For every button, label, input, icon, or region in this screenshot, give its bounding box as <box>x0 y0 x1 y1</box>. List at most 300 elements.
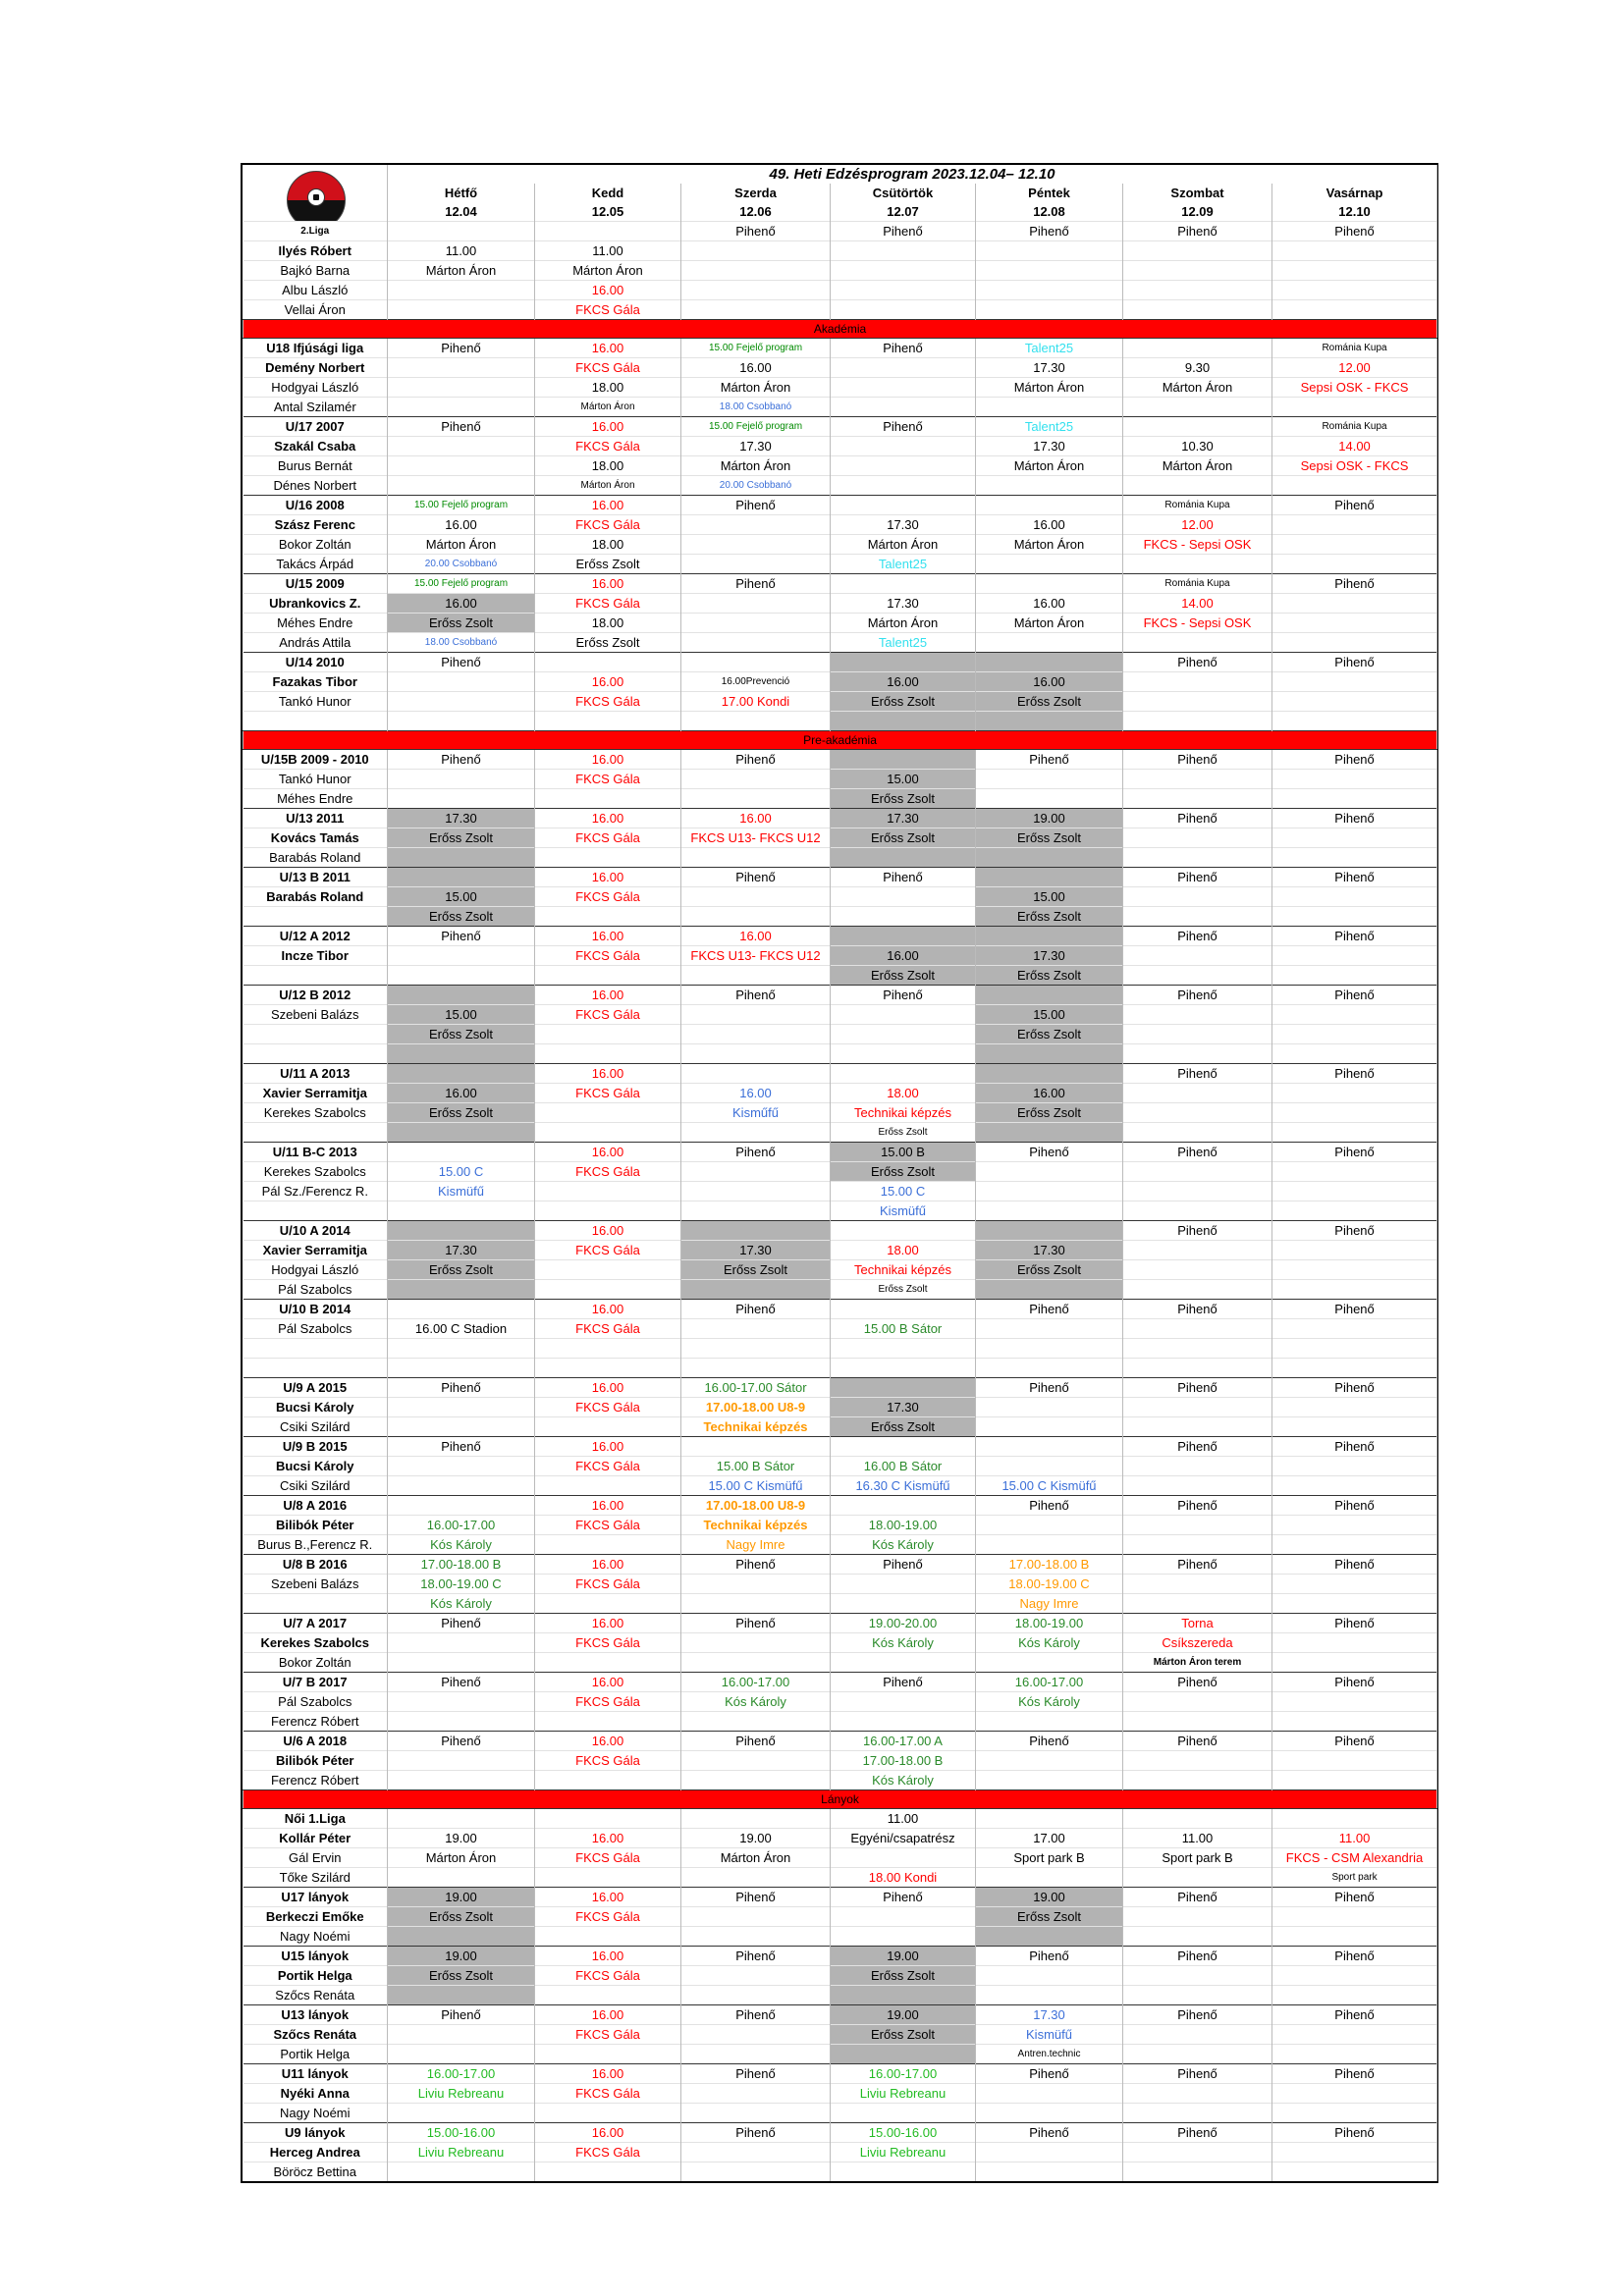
schedule-cell: Erőss Zsolt <box>831 1417 976 1437</box>
schedule-row <box>243 692 1437 712</box>
schedule-cell: 18.00-19.00 C <box>388 1575 535 1594</box>
group-label-cell: Szász Ferenc <box>243 515 388 535</box>
schedule-cell: 19.00 <box>388 1947 535 1966</box>
schedule-cell <box>681 1594 831 1614</box>
schedule-cell: Pihenő <box>831 868 976 887</box>
schedule-cell <box>1123 1123 1272 1143</box>
schedule-cell: Pihenő <box>388 417 535 437</box>
schedule-cell: Pihenő <box>1123 1888 1272 1907</box>
schedule-cell <box>831 1339 976 1359</box>
schedule-cell <box>681 1986 831 2005</box>
schedule-cell <box>1272 1809 1437 1829</box>
group-label-cell: U/12 B 2012 <box>243 986 388 1005</box>
schedule-cell <box>681 2104 831 2123</box>
schedule-cell: Erőss Zsolt <box>388 1025 535 1044</box>
schedule-cell <box>1272 692 1437 712</box>
schedule-cell <box>535 1280 681 1300</box>
schedule-cell <box>831 2104 976 2123</box>
schedule-cell: Erőss Zsolt <box>831 1280 976 1300</box>
schedule-cell: Márton Áron <box>535 261 681 281</box>
schedule-cell: 15.00 B <box>831 1143 976 1162</box>
schedule-cell <box>681 1319 831 1339</box>
group-label-cell: Ubrankovics Z. <box>243 594 388 614</box>
schedule-cell: Pihenő <box>388 1614 535 1633</box>
schedule-cell <box>831 476 976 496</box>
schedule-cell <box>831 1653 976 1673</box>
schedule-cell <box>681 1751 831 1771</box>
schedule-cell <box>1272 828 1437 848</box>
schedule-cell <box>681 1712 831 1732</box>
schedule-cell <box>831 653 976 672</box>
schedule-row <box>243 672 1437 692</box>
schedule-cell <box>1123 1182 1272 1201</box>
schedule-cell <box>1272 398 1437 417</box>
schedule-cell <box>535 1535 681 1555</box>
group-label-cell: Szakál Csaba <box>243 437 388 456</box>
schedule-cell: 16.00 <box>535 339 681 358</box>
schedule-cell: FKCS Gála <box>535 887 681 907</box>
schedule-cell <box>1272 555 1437 574</box>
schedule-cell: 14.00 <box>1123 594 1272 614</box>
schedule-cell: Márton Áron <box>388 261 535 281</box>
group-label-cell: 2.Liga <box>243 222 388 241</box>
group-label-cell <box>243 1359 388 1378</box>
schedule-row <box>243 828 1437 848</box>
schedule-row <box>243 1417 1437 1437</box>
schedule-cell <box>388 712 535 731</box>
schedule-cell <box>1272 770 1437 789</box>
schedule-cell: Technikai képzés <box>831 1103 976 1123</box>
schedule-row <box>243 1241 1437 1260</box>
group-label-cell: Böröcz Bettina <box>243 2163 388 2182</box>
schedule-cell: Pihenő <box>1272 1888 1437 1907</box>
schedule-cell <box>831 1986 976 2005</box>
schedule-cell <box>681 261 831 281</box>
schedule-cell: Pihenő <box>1123 653 1272 672</box>
schedule-cell <box>1123 770 1272 789</box>
schedule-cell <box>681 848 831 868</box>
schedule-cell: Pihenő <box>388 2005 535 2025</box>
schedule-cell: FKCS - CSM Alexandria <box>1272 1848 1437 1868</box>
schedule-cell: Pihenő <box>681 868 831 887</box>
schedule-cell <box>681 1653 831 1673</box>
schedule-cell: FKCS Gála <box>535 1241 681 1260</box>
group-label-cell: Tankó Hunor <box>243 692 388 712</box>
schedule-cell: Pihenő <box>1272 653 1437 672</box>
schedule-cell <box>681 1025 831 1044</box>
schedule-cell <box>1272 1260 1437 1280</box>
schedule-row <box>243 1927 1437 1947</box>
schedule-cell: 16.00-17.00 A <box>831 1732 976 1751</box>
schedule-cell: Pihenő <box>1272 1378 1437 1398</box>
schedule-cell <box>535 1986 681 2005</box>
schedule-row <box>243 2084 1437 2104</box>
schedule-row <box>243 946 1437 966</box>
day-name: Vasárnap <box>1272 184 1437 202</box>
schedule-row <box>243 1025 1437 1044</box>
schedule-cell: 15.00 C Kismüfű <box>681 1476 831 1496</box>
schedule-cell: 19.00 <box>681 1829 831 1848</box>
schedule-cell <box>1123 1516 1272 1535</box>
schedule-cell <box>535 1771 681 1790</box>
schedule-cell: Pihenő <box>1123 927 1272 946</box>
schedule-cell: Pihenő <box>681 750 831 770</box>
schedule-cell: Erőss Zsolt <box>831 1966 976 1986</box>
schedule-cell: FKCS Gála <box>535 692 681 712</box>
schedule-row <box>243 1614 1437 1633</box>
schedule-cell: Pihenő <box>388 927 535 946</box>
schedule-cell <box>1272 1280 1437 1300</box>
schedule-cell: Erőss Zsolt <box>388 614 535 633</box>
schedule-row <box>243 1633 1437 1653</box>
schedule-cell: FKCS Gála <box>535 1516 681 1535</box>
schedule-cell <box>681 1868 831 1888</box>
schedule-cell: 15.00 <box>831 770 976 789</box>
schedule-cell <box>1123 476 1272 496</box>
schedule-cell: Márton Áron <box>976 614 1123 633</box>
schedule-row <box>243 2104 1437 2123</box>
schedule-cell <box>535 1594 681 1614</box>
schedule-cell <box>1272 887 1437 907</box>
schedule-cell <box>1123 887 1272 907</box>
schedule-cell <box>1123 417 1272 437</box>
schedule-cell <box>831 2045 976 2064</box>
schedule-cell <box>1272 1575 1437 1594</box>
schedule-cell: 16.00 <box>535 1673 681 1692</box>
day-name: Csütörtök <box>831 184 976 202</box>
schedule-cell <box>976 1044 1123 1064</box>
schedule-cell: Erőss Zsolt <box>388 828 535 848</box>
schedule-cell <box>831 1848 976 1868</box>
schedule-cell <box>1272 1516 1437 1535</box>
schedule-cell: 17.30 <box>976 437 1123 456</box>
schedule-row <box>243 770 1437 789</box>
schedule-cell: Pihenő <box>831 417 976 437</box>
schedule-cell <box>388 770 535 789</box>
group-label-cell <box>243 1025 388 1044</box>
schedule-cell: Talent25 <box>976 339 1123 358</box>
group-label-cell: Dénes Norbert <box>243 476 388 496</box>
schedule-cell <box>831 1005 976 1025</box>
group-label-cell: Ferencz Róbert <box>243 1712 388 1732</box>
schedule-cell <box>831 1300 976 1319</box>
schedule-cell: 19.00 <box>976 809 1123 828</box>
group-label-cell: Pál Szabolcs <box>243 1319 388 1339</box>
schedule-cell <box>831 1044 976 1064</box>
schedule-cell: FKCS Gála <box>535 770 681 789</box>
schedule-cell: Erőss Zsolt <box>831 1162 976 1182</box>
schedule-cell: Márton Áron <box>388 535 535 555</box>
schedule-row <box>243 1986 1437 2005</box>
schedule-cell <box>681 2084 831 2104</box>
schedule-cell: FKCS Gála <box>535 2084 681 2104</box>
schedule-cell: Pihenő <box>1123 1221 1272 1241</box>
schedule-cell <box>1123 1084 1272 1103</box>
schedule-cell: 18.00-19.00 <box>976 1614 1123 1633</box>
schedule-cell <box>831 927 976 946</box>
schedule-cell: Kós Károly <box>681 1692 831 1712</box>
schedule-cell <box>831 300 976 320</box>
schedule-cell: Pihenő <box>976 2064 1123 2084</box>
group-label-cell: Szőcs Renáta <box>243 1986 388 2005</box>
schedule-cell <box>976 1927 1123 1947</box>
schedule-cell: Kós Károly <box>831 1771 976 1790</box>
schedule-cell: Sport park <box>1272 1868 1437 1888</box>
schedule-cell <box>681 1437 831 1457</box>
schedule-cell: 16.00 <box>976 1084 1123 1103</box>
schedule-cell: 16.00 <box>535 1555 681 1575</box>
schedule-cell: FKCS Gála <box>535 1319 681 1339</box>
schedule-cell <box>388 378 535 398</box>
schedule-row <box>243 1319 1437 1339</box>
group-label-cell: Demény Norbert <box>243 358 388 378</box>
schedule-cell <box>1272 1044 1437 1064</box>
group-label-cell: Bokor Zoltán <box>243 535 388 555</box>
schedule-cell: 17.30 <box>831 594 976 614</box>
schedule-cell: 16.00 <box>535 1947 681 1966</box>
schedule-cell: Márton Áron <box>976 378 1123 398</box>
schedule-row <box>243 1143 1437 1162</box>
schedule-cell <box>831 1064 976 1084</box>
schedule-cell <box>1272 515 1437 535</box>
schedule-row <box>243 2143 1437 2163</box>
schedule-cell <box>1272 1751 1437 1771</box>
schedule-cell: 16.00-17.00 Sátor <box>681 1378 831 1398</box>
schedule-cell <box>681 2045 831 2064</box>
schedule-cell <box>1123 1103 1272 1123</box>
schedule-cell <box>681 1359 831 1378</box>
schedule-cell: FKCS Gála <box>535 2025 681 2045</box>
schedule-row <box>243 1300 1437 1319</box>
schedule-cell <box>831 1437 976 1457</box>
schedule-cell <box>388 1417 535 1437</box>
schedule-cell: Pihenő <box>681 1555 831 1575</box>
schedule-cell <box>831 358 976 378</box>
schedule-cell: Románia Kupa <box>1272 417 1437 437</box>
schedule-cell <box>1123 828 1272 848</box>
schedule-cell: Sport park B <box>1123 1848 1272 1868</box>
schedule-cell <box>1272 1025 1437 1044</box>
schedule-cell: 15.00 C <box>388 1162 535 1182</box>
schedule-cell <box>1272 1182 1437 1201</box>
schedule-cell <box>831 378 976 398</box>
schedule-cell: 16.00 <box>535 927 681 946</box>
schedule-row <box>243 653 1437 672</box>
schedule-row <box>243 1809 1437 1829</box>
group-label-cell: Csiki Szilárd <box>243 1417 388 1437</box>
group-label-cell: Albu László <box>243 281 388 300</box>
group-label-cell: U/8 A 2016 <box>243 1496 388 1516</box>
schedule-cell: Románia Kupa <box>1123 496 1272 515</box>
schedule-cell <box>976 1457 1123 1476</box>
schedule-cell <box>681 594 831 614</box>
schedule-row <box>243 986 1437 1005</box>
schedule-cell <box>976 1809 1123 1829</box>
schedule-cell: Pihenő <box>1272 1437 1437 1457</box>
schedule-cell <box>535 1868 681 1888</box>
schedule-cell: Pihenő <box>681 1732 831 1751</box>
group-label-cell: Szebeni Balázs <box>243 1575 388 1594</box>
schedule-cell: Pihenő <box>1272 1614 1437 1633</box>
schedule-cell <box>1272 1359 1437 1378</box>
schedule-cell <box>1123 2045 1272 2064</box>
schedule-header <box>243 165 1437 222</box>
schedule-cell: Egyéni/csapatrész <box>831 1829 976 1848</box>
schedule-cell: Pihenő <box>976 1300 1123 1319</box>
schedule-cell <box>976 1398 1123 1417</box>
schedule-cell: Pihenő <box>681 1888 831 1907</box>
schedule-row <box>243 1044 1437 1064</box>
schedule-cell <box>1272 1201 1437 1221</box>
schedule-cell: Erőss Zsolt <box>976 1025 1123 1044</box>
group-label-cell: Nagy Noémi <box>243 2104 388 2123</box>
schedule-cell <box>535 1809 681 1829</box>
schedule-cell: Liviu Rebreanu <box>831 2143 976 2163</box>
group-label-cell: U/14 2010 <box>243 653 388 672</box>
schedule-row <box>243 2064 1437 2084</box>
schedule-cell <box>1123 1751 1272 1771</box>
group-label-cell <box>243 712 388 731</box>
schedule-cell <box>1272 1339 1437 1359</box>
schedule-cell: Pihenő <box>681 222 831 241</box>
schedule-cell: 16.00 <box>535 1437 681 1457</box>
schedule-row <box>243 1496 1437 1516</box>
schedule-cell <box>681 653 831 672</box>
schedule-cell: Pihenő <box>681 1143 831 1162</box>
schedule-row <box>243 907 1437 927</box>
schedule-cell <box>388 848 535 868</box>
schedule-cell: 17.00-18.00 B <box>388 1555 535 1575</box>
schedule-cell <box>681 1809 831 1829</box>
schedule-cell: 17.30 <box>831 1398 976 1417</box>
schedule-cell: Erőss Zsolt <box>976 692 1123 712</box>
schedule-cell: 16.00 <box>535 281 681 300</box>
schedule-cell: Pihenő <box>681 1947 831 1966</box>
schedule-cell <box>388 868 535 887</box>
schedule-cell <box>535 2045 681 2064</box>
schedule-cell: 16.00 <box>535 574 681 594</box>
schedule-cell <box>681 2025 831 2045</box>
schedule-cell: 15.00 <box>388 887 535 907</box>
schedule-cell <box>976 1064 1123 1084</box>
schedule-cell <box>1272 1966 1437 1986</box>
group-label-cell: Szőcs Renáta <box>243 2025 388 2045</box>
schedule-cell: 18.00-19.00 <box>831 1516 976 1535</box>
schedule-cell <box>1123 1809 1272 1829</box>
group-label-cell: U/13 B 2011 <box>243 868 388 887</box>
schedule-cell <box>1272 712 1437 731</box>
schedule-row <box>243 1457 1437 1476</box>
day-dates-row <box>243 202 1437 222</box>
schedule-cell: Pihenő <box>1272 986 1437 1005</box>
schedule-cell: 11.00 <box>1272 1829 1437 1848</box>
schedule-cell: 17.30 <box>388 809 535 828</box>
schedule-cell <box>388 1633 535 1653</box>
schedule-cell: Kismüfű <box>388 1182 535 1201</box>
schedule-cell <box>831 241 976 261</box>
schedule-row <box>243 712 1437 731</box>
schedule-cell <box>1123 966 1272 986</box>
group-label-cell: Nagy Noémi <box>243 1927 388 1947</box>
schedule-cell <box>535 1927 681 1947</box>
schedule-cell: Pihenő <box>1272 2005 1437 2025</box>
schedule-cell: 16.00 <box>535 1496 681 1516</box>
schedule-cell: FKCS Gála <box>535 946 681 966</box>
schedule-row <box>243 1280 1437 1300</box>
group-label-cell: Fazakas Tibor <box>243 672 388 692</box>
schedule-cell: 17.30 <box>681 1241 831 1260</box>
day-date: 12.04 <box>388 202 535 222</box>
schedule-cell <box>1272 1986 1437 2005</box>
schedule-row <box>243 1005 1437 1025</box>
group-label-cell: Bucsi Károly <box>243 1398 388 1417</box>
schedule-cell: Románia Kupa <box>1272 339 1437 358</box>
group-label-cell: Bajkó Barna <box>243 261 388 281</box>
schedule-row <box>243 1712 1437 1732</box>
schedule-cell: 15.00 B Sátor <box>831 1319 976 1339</box>
schedule-cell: Technikai képzés <box>681 1417 831 1437</box>
schedule-cell: Erőss Zsolt <box>831 692 976 712</box>
schedule-cell <box>1123 1771 1272 1790</box>
group-label-cell: U/7 B 2017 <box>243 1673 388 1692</box>
schedule-cell: Erőss Zsolt <box>681 1260 831 1280</box>
schedule-cell <box>388 281 535 300</box>
schedule-cell <box>1272 1476 1437 1496</box>
schedule-cell: Erőss Zsolt <box>976 1907 1123 1927</box>
schedule-cell <box>681 1907 831 1927</box>
schedule-cell: Csíkszereda <box>1123 1633 1272 1653</box>
schedule-cell <box>976 848 1123 868</box>
schedule-cell <box>1123 261 1272 281</box>
schedule-cell <box>388 2163 535 2182</box>
schedule-cell <box>388 789 535 809</box>
schedule-cell <box>1272 1241 1437 1260</box>
schedule-cell: 16.00 <box>681 809 831 828</box>
schedule-cell: Románia Kupa <box>1123 574 1272 594</box>
group-label-cell: Berkeczi Emőke <box>243 1907 388 1927</box>
schedule-cell <box>831 1692 976 1712</box>
schedule-cell: Erőss Zsolt <box>388 1103 535 1123</box>
schedule-cell <box>1123 1868 1272 1888</box>
schedule-row <box>243 868 1437 887</box>
group-label-cell: U/9 A 2015 <box>243 1378 388 1398</box>
schedule-cell: 14.00 <box>1272 437 1437 456</box>
schedule-cell <box>1123 1986 1272 2005</box>
schedule-cell: 16.00-17.00 <box>976 1673 1123 1692</box>
schedule-row <box>243 1162 1437 1182</box>
schedule-cell <box>1123 1712 1272 1732</box>
schedule-cell <box>1123 1575 1272 1594</box>
schedule-row <box>243 2045 1437 2064</box>
schedule-cell <box>1272 1535 1437 1555</box>
schedule-cell <box>1123 1319 1272 1339</box>
schedule-cell <box>976 1535 1123 1555</box>
group-label-cell: U/17 2007 <box>243 417 388 437</box>
schedule-cell: 17.00 <box>976 1829 1123 1848</box>
group-label-cell: U/9 B 2015 <box>243 1437 388 1457</box>
group-label-cell: U/15B 2009 - 2010 <box>243 750 388 770</box>
schedule-cell: 16.00 <box>535 1143 681 1162</box>
schedule-cell: Pihenő <box>681 2064 831 2084</box>
schedule-cell <box>681 1044 831 1064</box>
schedule-cell <box>1272 1653 1437 1673</box>
schedule-cell <box>535 1044 681 1064</box>
group-label-cell: Ilyés Róbert <box>243 241 388 261</box>
schedule-cell <box>388 1868 535 1888</box>
schedule-cell: 11.00 <box>388 241 535 261</box>
schedule-cell: Pihenő <box>1272 574 1437 594</box>
section-title: Lányok <box>243 1790 1437 1809</box>
